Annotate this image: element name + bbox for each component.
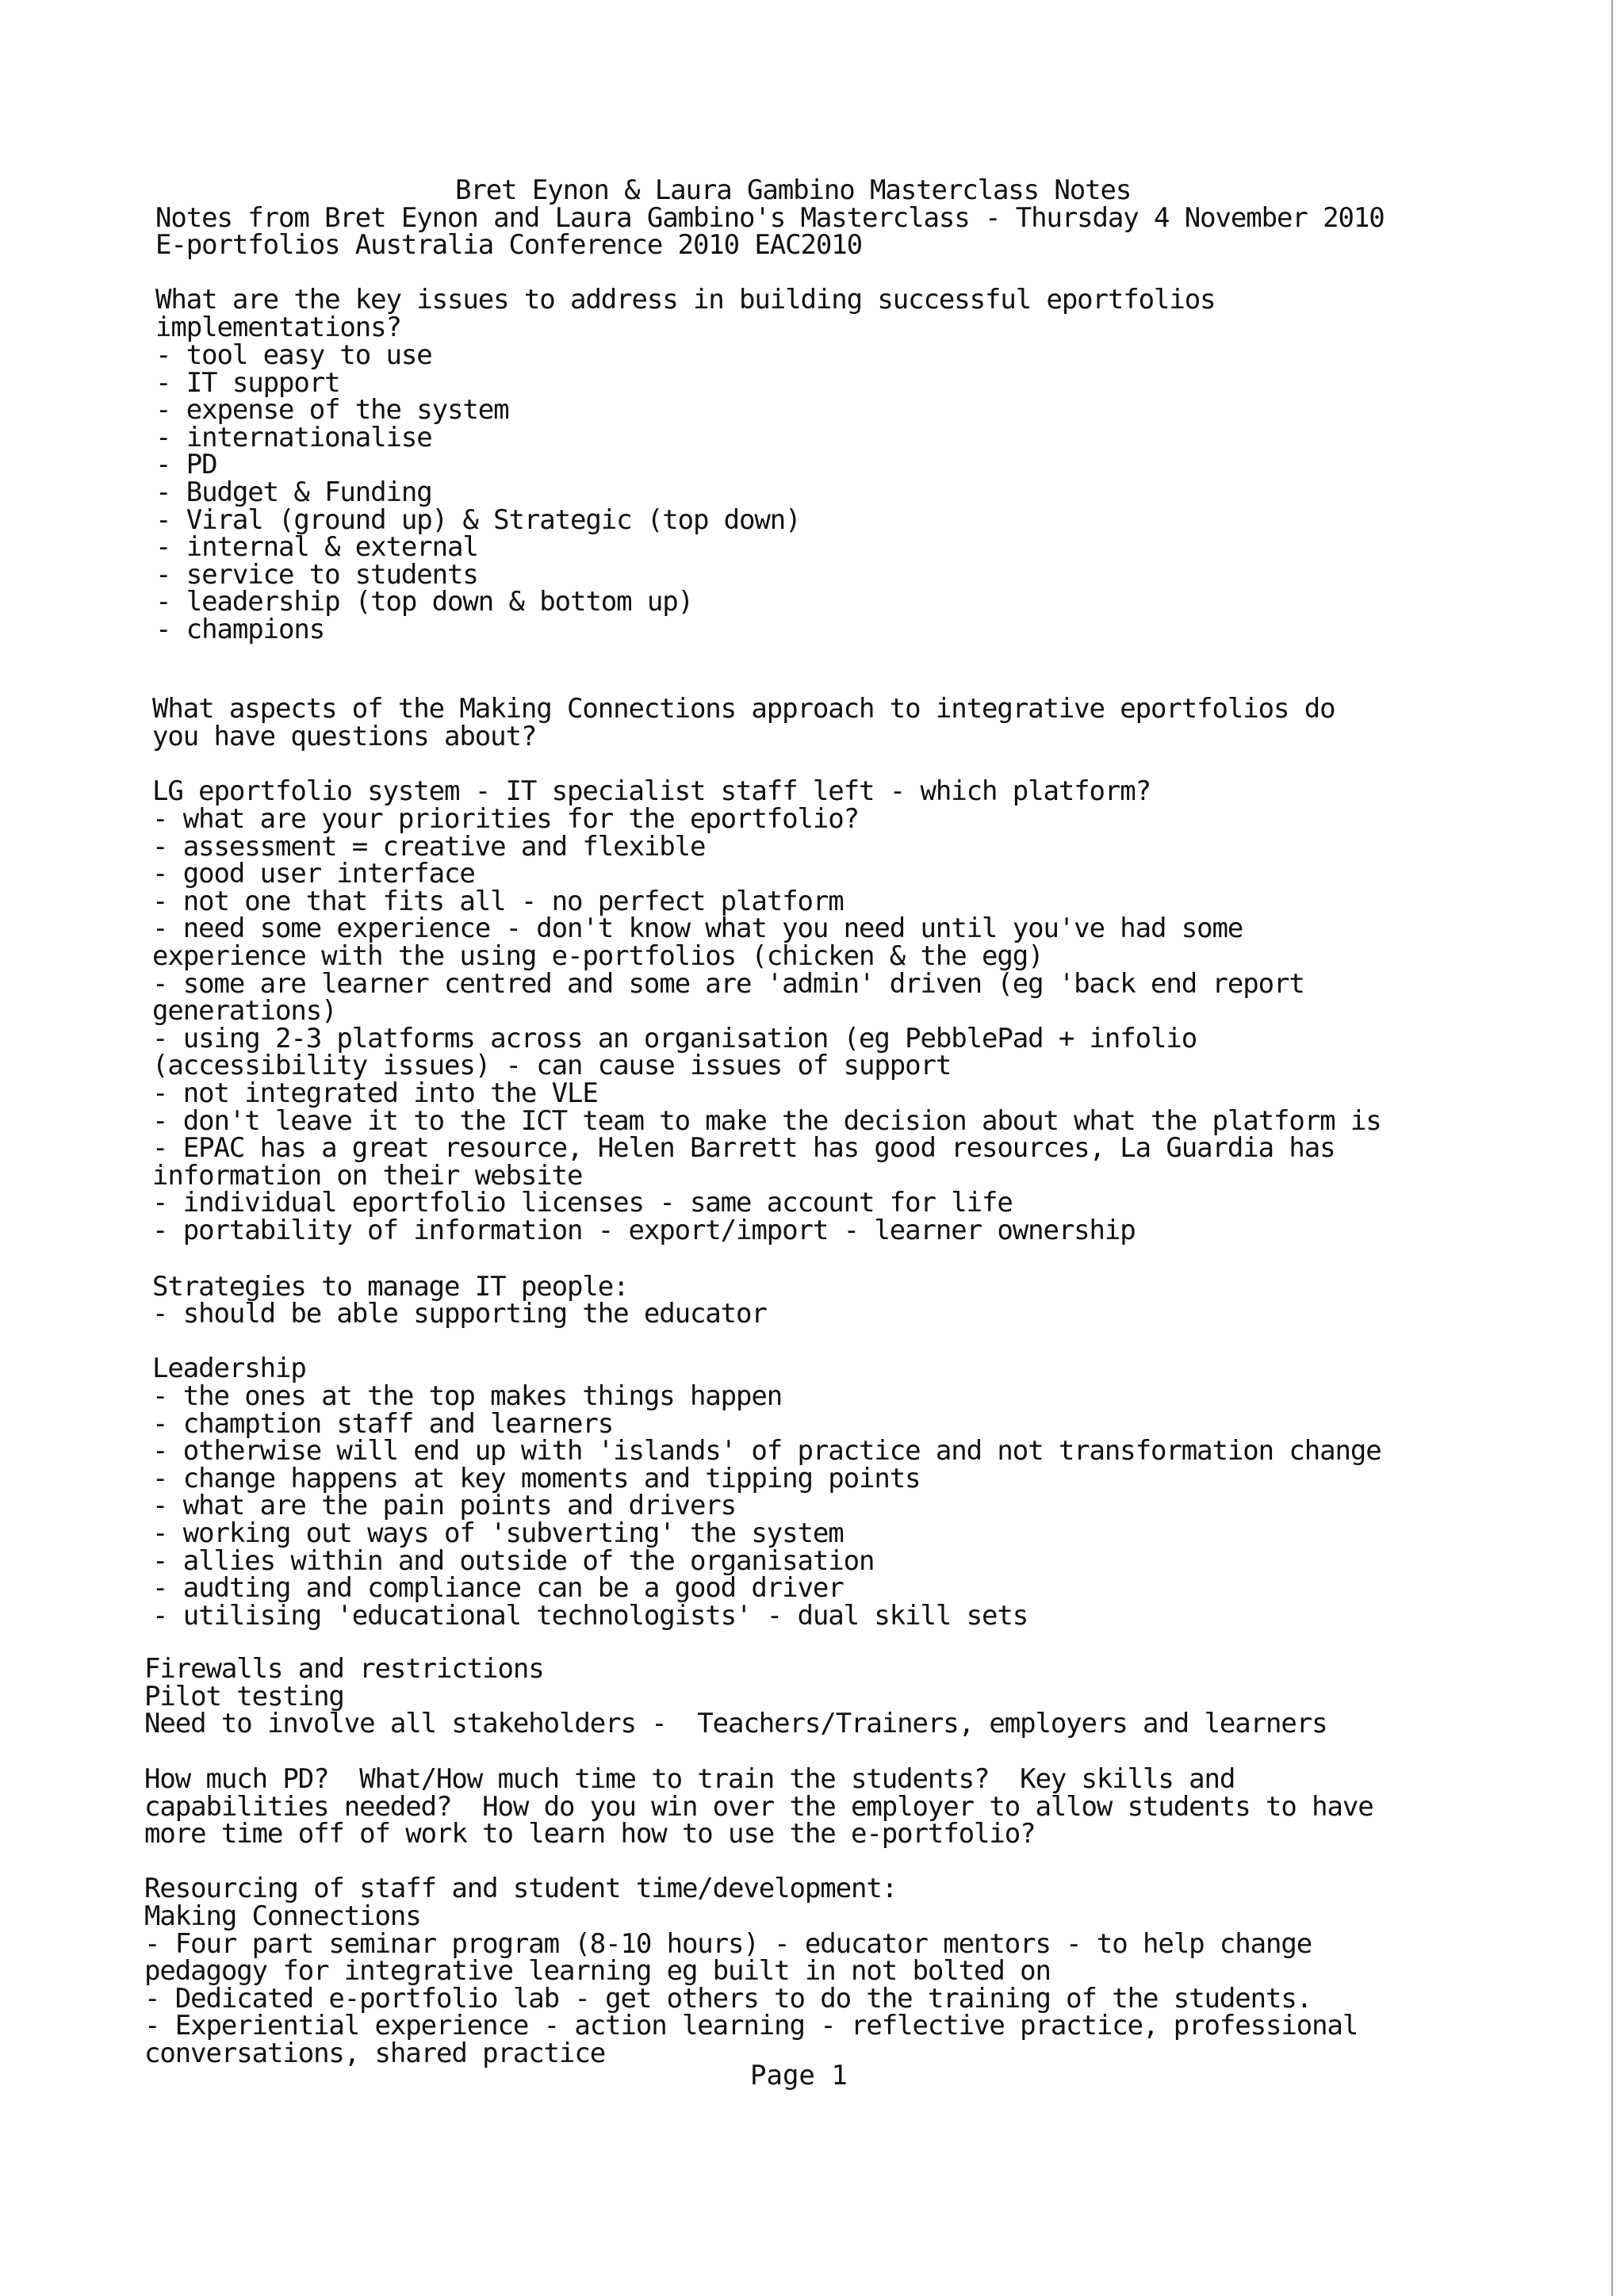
lg-system-line: - good user interface (152, 858, 475, 890)
key-issues-item: - champions (155, 614, 325, 645)
document-subtitle-1: Notes from Bret Eynon and Laura Gambino's Masterclass - Thursday 4 November 2010 (155, 202, 1385, 234)
resourcing-line: conversations, shared practice (144, 2038, 606, 2069)
firewalls-line: Firewalls and restrictions (144, 1653, 544, 1685)
key-issues-item: - expense of the system (155, 394, 509, 427)
leadership-line: - working out ways of 'subverting' the system (152, 1517, 844, 1549)
lg-system-line: experience with the using e-portfolios (chicken & the egg) (152, 940, 1044, 972)
lg-system-line: - need some experience - don't know what you need until you've had some (152, 913, 1243, 945)
lg-system-line: (accessibility issues) - can cause issues of support (152, 1050, 952, 1082)
firewalls-line: Need to involve all stakeholders - Teachers/Trainers, employers and learners (144, 1708, 1327, 1740)
leadership-line: - audting and compliance can be a good driver (152, 1572, 844, 1605)
leadership-line: - utilising 'educational technologists' - dual skill sets (152, 1599, 1028, 1632)
key-issues-item: - leadership (top down & bottom up) (155, 586, 693, 618)
it-people-heading: Strategies to manage IT people: (152, 1271, 629, 1303)
pd-question-line: capabilities needed? How do you win over the employer to allow students to have (144, 1790, 1373, 1823)
lg-system-line: - not integrated into the VLE (152, 1077, 598, 1109)
lg-system-line: - individual eportfolio licenses - same account for life (152, 1187, 1013, 1219)
page-number: Page 1 (750, 2060, 848, 2091)
key-issues-item: - internal & external (155, 531, 478, 564)
leadership-line: - allies within and outside of the organisation (152, 1544, 875, 1577)
lg-system-heading: LG eportfolio system - IT specialist staff left - which platform? (152, 775, 1151, 807)
key-issues-item: - Budget & Funding (155, 476, 432, 508)
lg-system-line: - not one that fits all - no perfect platform (152, 885, 844, 917)
aspects-question-1: What aspects of the Making Connections approach to integrative eportfolios do (152, 693, 1335, 725)
key-issues-question-2: implementations? (155, 312, 401, 343)
key-issues-question-1: What are the key issues to address in building successful eportfolios (155, 284, 1216, 316)
key-issues-item: - IT support (155, 366, 340, 399)
leadership-line: - change happens at key moments and tipping points (152, 1462, 921, 1494)
resourcing-line: - Four part seminar program (8-10 hours) - educator mentors - to help change (144, 1927, 1312, 1960)
lg-system-line: - portability of information - export/import - learner ownership (152, 1215, 1136, 1246)
lg-system-line: - some are learner centred and some are 'admin' driven (eg 'back end report (152, 967, 1304, 1000)
aspects-question-2: you have questions about? (152, 721, 537, 752)
leadership-line: - chamption staff and learners (152, 1407, 614, 1440)
lg-system-line: - don't leave it to the ICT team to make the decision about what the platform is (152, 1104, 1381, 1137)
scan-edge-line (1611, 0, 1613, 2296)
key-issues-item: - service to students (155, 558, 478, 591)
lg-system-line: - using 2-3 platforms across an organisation (eg PebblePad + infolio (152, 1022, 1197, 1054)
resourcing-line: - Experiential experience - action learning - reflective practice, professional (144, 2010, 1358, 2042)
document-subtitle-2: E-portfolios Australia Conference 2010 EAC2010 (155, 229, 863, 261)
key-issues-item: - tool easy to use (155, 339, 432, 371)
lg-system-line: information on their website (152, 1159, 583, 1192)
resourcing-line: pedagogy for integrative learning eg built in not bolted on (144, 1955, 1051, 1988)
firewalls-line: Pilot testing (144, 1680, 344, 1712)
lg-system-line: - assessment = creative and flexible (152, 830, 706, 863)
key-issues-item: - Viral (ground up) & Strategic (top down) (155, 503, 801, 536)
lg-system-line: - EPAC has a great resource, Helen Barrett has good resources, La Guardia has (152, 1132, 1335, 1165)
leadership-line: - the ones at the top makes things happen (152, 1380, 783, 1412)
leadership-line: - what are the pain points and drivers (152, 1490, 737, 1522)
resourcing-heading: Resourcing of staff and student time/development: (144, 1873, 898, 1904)
it-people-line: - should be able supporting the educator (152, 1298, 767, 1330)
document-title: Bret Eynon & Laura Gambino Masterclass Notes (455, 174, 1132, 206)
resourcing-line: Making Connections (144, 1900, 421, 1932)
resourcing-line: - Dedicated e-portfolio lab - get others to do the training of the students. (144, 1982, 1312, 2015)
leadership-heading: Leadership (152, 1353, 306, 1384)
pd-question-line: How much PD? What/How much time to train the students? Key skills and (144, 1763, 1235, 1795)
pd-question-line: more time off of work to learn how to use the e-portfolio? (144, 1818, 1036, 1850)
lg-system-line: generations) (152, 995, 337, 1027)
key-issues-item: - PD (155, 449, 217, 481)
leadership-line: - otherwise will end up with 'islands' of practice and not transformation change (152, 1435, 1381, 1468)
key-issues-item: - internationalise (155, 421, 432, 453)
lg-system-line: - what are your priorities for the eportfolio? (152, 803, 860, 835)
